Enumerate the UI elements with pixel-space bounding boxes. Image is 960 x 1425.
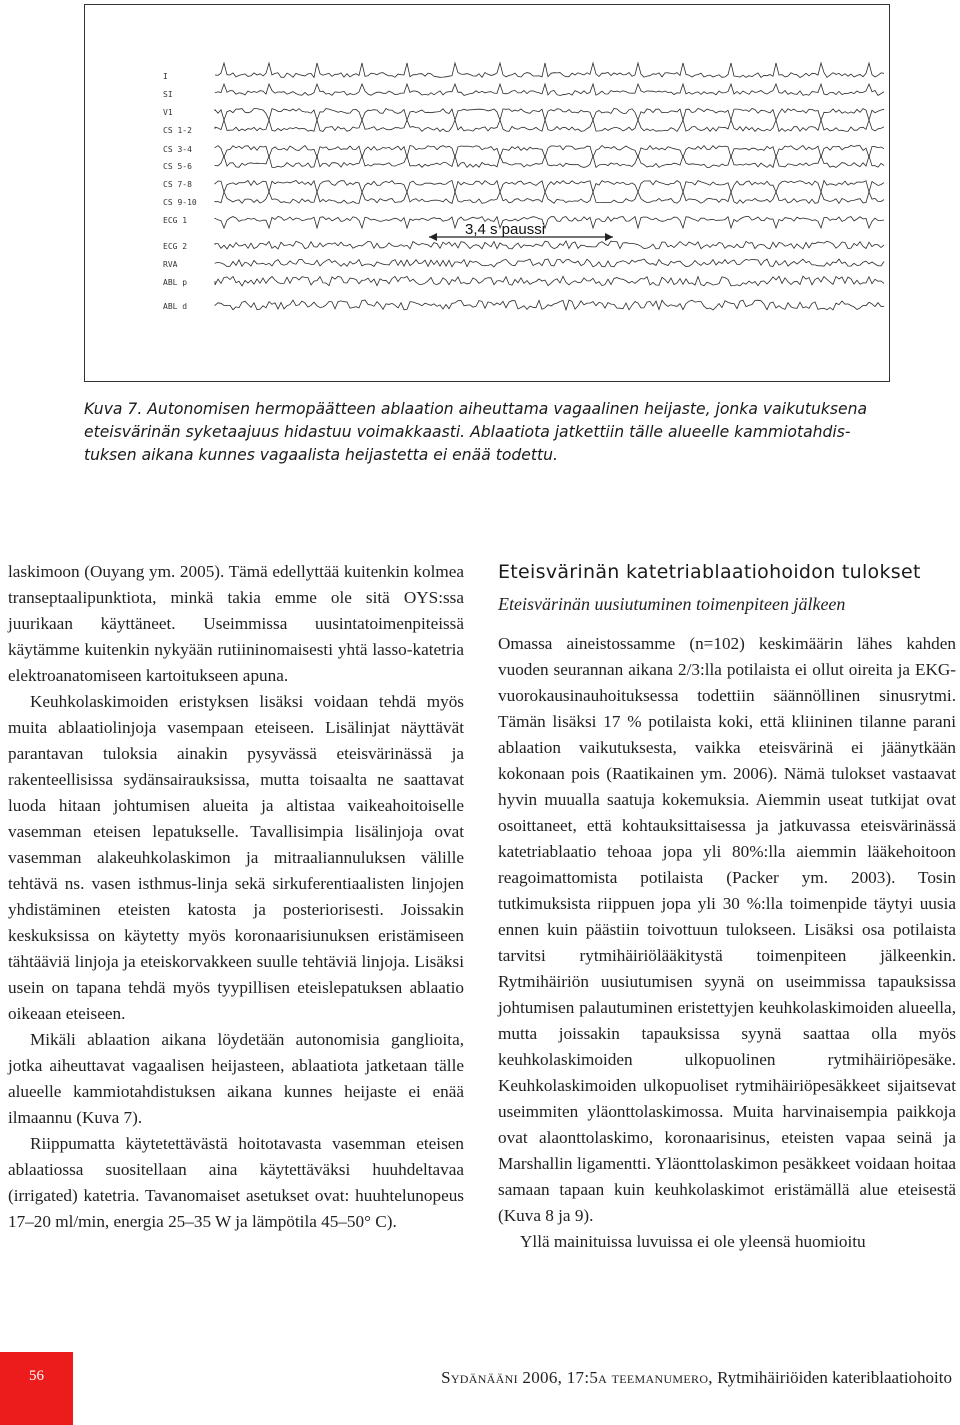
right-column: [498, 559, 956, 1255]
ecg-figure: [84, 4, 890, 382]
pause-arrow-left-head: [429, 233, 437, 241]
lead-label: CS 3-4: [163, 145, 192, 154]
lead-label: ECG 1: [163, 216, 188, 225]
pause-arrow-right-head: [605, 233, 613, 241]
lead-label: ABL p: [163, 278, 188, 287]
ecg-trace: [215, 84, 884, 96]
section-heading: Eteisvärinän katetriablaatiohoidon tulokset: [498, 561, 921, 583]
journal-name: Sydänääni 2006, 17:5a teemanumero,: [441, 1368, 713, 1387]
caption-line-2: eteisvärinän syketaajuus hidastuu voimakkaasti. Ablaatiota jatkettiin tälle alueelle kammiotahdis-: [84, 423, 851, 441]
ecg-tracings: [85, 5, 889, 381]
right-paragraph-1: Omassa aineistossamme (n=102) keskimäärin lähes kahden vuoden seurannan aikana 2/3:lla potilaista ei ollut oireita ja EKG-vuorokausinauhoituksessa todettiin säännöllinen sinusrytmi. Tämän lisäksi 17 % potilaista koki, että kliininen tilanne parani ablaation vaikutuksesta, vaikka eteisvärinä ei jäänytkään kokonaan pois (Raatikainen ym. 2006). Nämä tulokset vastaavat hyvin muualla saatuja kokemuksia. Aiemmin useat tutkijat ovat osoittaneet, että kohtauksittaisessa ja jatkuvassa eteisvärinässä katetriablaatio tehoaa jopa yli 80%:lla aiemmin lääkehoitoon reagoimattomista potilaista (Packer ym. 2003). Tosin tutkimuksista riippuen jopa yli 30 %:lla toimenpide täytyi uusia ennen kuin päästiin toivottuun tulokseen. Lisäksi osa potilaista tarvitsi rytmihäiriölääkitystä toimenpiteen jälkeenkin. Rytmihäiriön uusiutumisen syynä on useimmissa tapauksissa johtumisen palautuminen eristettyjen keuhkolaskimoiden alueella, mutta joissakin tapauksissa syynä saattaa olla myös keuhkolaskimoiden ulkopuolinen rytmihäiriöpesäke. Keuhkolaskimoiden ulkopuoliset rytmihäiriöpesäkkeet sijaitsevat useimmiten yläonttolaskimossa. Muita harvinaisempia paikkoja ovat alaonttolaskimo, koronaarisinus, eteisten vapaa seinä ja Marshallin ligamentti. Yläonttolaskimon pesäkkeet voidaan hoitaa samaan tapaan kuin keuhkolaskimot eristämällä alue eteisestä (Kuva 8 ja 9).: [498, 634, 956, 1225]
article-topic: Rytmihäiriöiden kateriblaatiohoito: [717, 1368, 952, 1387]
left-paragraph-2: Keuhkolaskimoiden eristyksen lisäksi voidaan tehdä myös muita ablaatiolinjoja vasempaan eteiseen. Lisälinjat näyttävät parantavan tuloksia ainakin pysyvässä eteisvärinässä ja rakenteellisissa sydänsairauksissa, mutta toisaalta ne saattavat luoda hitaan johtumisen alueita ja altistaa vaikeahoitoiselle vasemman eteisen lepatukselle. Tavallisimpia lisälinjoja ovat vasemman alakeuhkolaskimon ja mitraaliannuluksen välille tehtävä ns. vasen isthmus-linja sekä sirkuferentiaalisten linjojen yhdistäminen eteisten katosta ja posteriorisesti. Joissakin keskuksissa on käytetty myös koronaarisiunuksen eristämiseen tähtääviä linjoja ja eteiskorvakkeen suulle tehtäviä linjoja. Lisäksi usein on tapana tehdä myös tyypillisen eteislepatuksen ablaatio oikeaan eteiseen.: [8, 692, 464, 1023]
page-number-box: [0, 1352, 73, 1425]
ecg-trace: [215, 146, 884, 158]
ecg-trace: [215, 259, 884, 267]
lead-label: CS 5-6: [163, 162, 192, 171]
lead-label: SI: [163, 90, 173, 99]
ecg-trace: [215, 63, 884, 78]
ecg-trace: [215, 181, 884, 193]
running-footer: [441, 1368, 952, 1388]
section-subheading: Eteisvärinän uusiutuminen toimenpiteen jälkeen: [498, 594, 846, 614]
lead-label: ECG 2: [163, 242, 188, 251]
lead-label: CS 7-8: [163, 180, 192, 189]
pause-label: 3,4 s paussi: [465, 221, 546, 238]
lead-label: I: [163, 72, 168, 81]
left-column: [8, 559, 464, 1235]
ecg-trace: [215, 192, 884, 204]
page-number: 56: [29, 1368, 44, 1384]
left-paragraph-1: laskimoon (Ouyang ym. 2005). Tämä edellyttää kuitenkin kolmea transeptaalipunktiota, minkä takia emme ole sitä OYS:ssa juurikaan käyttäneet. Useimmissa uusintatoimenpiteissä käytämme kuitenkin nykyään rutiininomaisesti yhtä lasso-katetria elektroanatomiseen kartoitukseen apuna.: [8, 562, 464, 685]
ecg-trace: [215, 276, 884, 286]
left-paragraph-4: Riippumatta käytetettävästä hoitotavasta vasemman eteisen ablaatiossa suositellaan aina käytettäväksi huuhdeltavaa (irrigated) katetria. Tavanomaiset asetukset ovat: huuhtelunopeus 17–20 ml/min, energia 25–35 W ja lämpötila 45–50° C).: [8, 1134, 464, 1231]
right-paragraph-2: Yllä mainituissa luvuissa ei ole yleensä huomioitu: [520, 1232, 866, 1251]
lead-label: V1: [163, 108, 173, 117]
ecg-trace: [215, 109, 884, 121]
ecg-trace: [215, 217, 884, 229]
lead-label: CS 9-10: [163, 198, 197, 207]
lead-label: RVA: [163, 260, 178, 269]
figure-caption: [84, 398, 904, 467]
ecg-trace: [215, 241, 884, 249]
left-paragraph-3: Mikäli ablaation aikana löydetään autonomisia ganglioita, jotka aiheuttavat vagaalisen heijasteen, ablaatiota jatketaan tälle alueelle kammiotahdistuksen aikana kunnes heijaste ei enää ilmaannu (Kuva 7).: [8, 1030, 464, 1127]
ecg-trace: [215, 120, 884, 132]
ecg-trace: [215, 156, 884, 168]
lead-label: ABL d: [163, 302, 188, 311]
caption-line-3: tuksen aikana kunnes vagaalista heijastetta ei enää todettu.: [84, 446, 558, 464]
lead-label: CS 1-2: [163, 126, 192, 135]
caption-line-1: Kuva 7. Autonomisen hermopäätteen ablaation aiheuttama vagaalinen heijaste, jonka vaikutuksena: [84, 400, 868, 418]
ecg-trace: [215, 300, 884, 310]
